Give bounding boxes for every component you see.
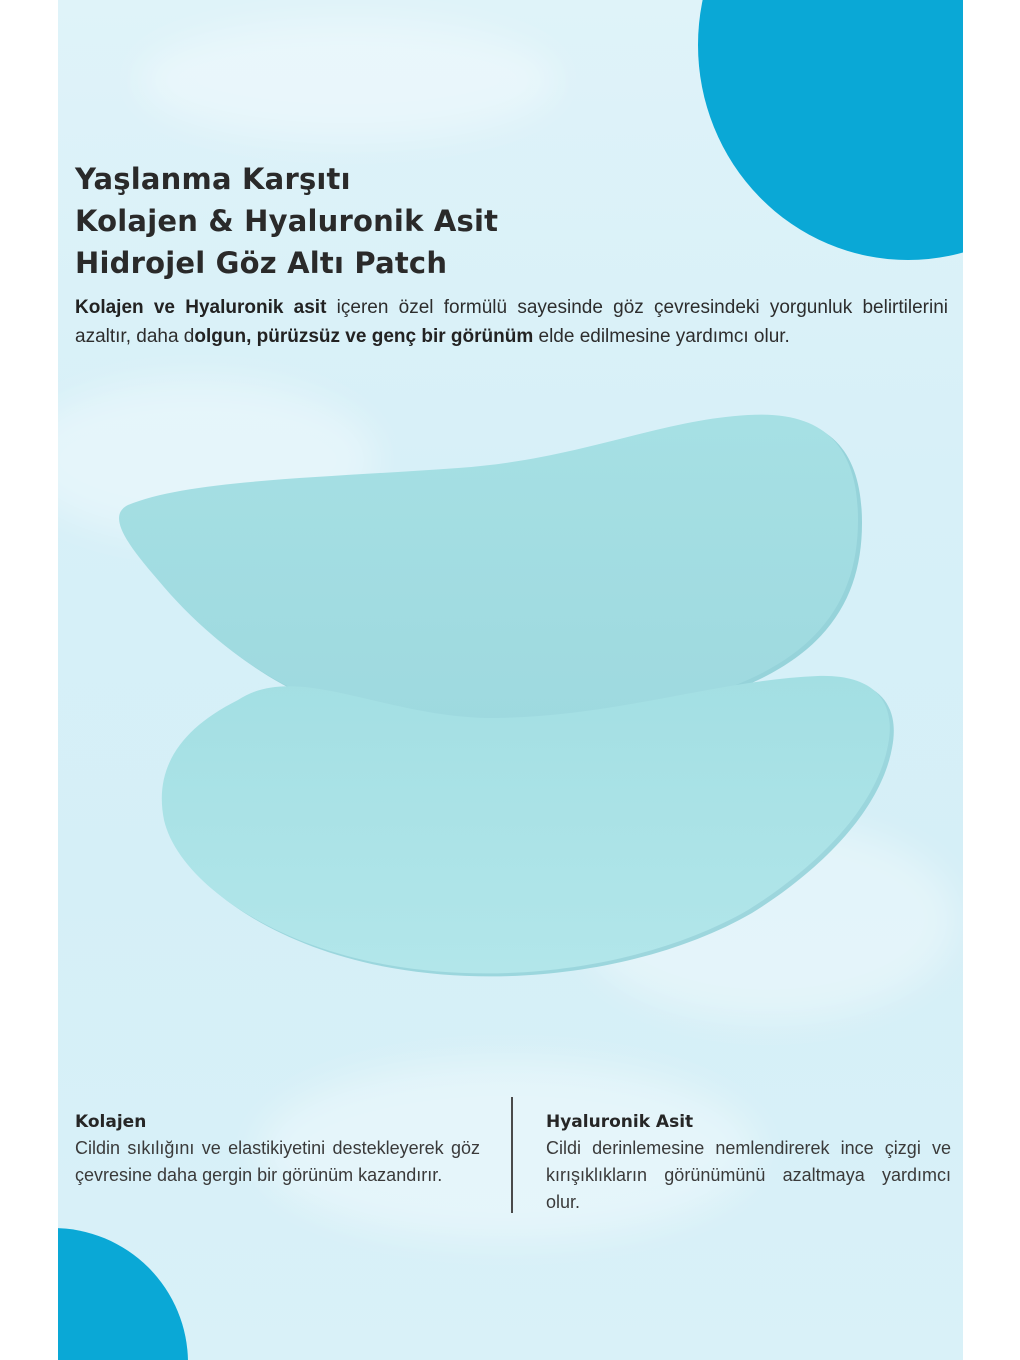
feature-heading: Kolajen bbox=[75, 1112, 147, 1132]
feature-text: Cildi derinlemesine nemlendirerek ince çizgi ve kırışıklıkların görünümünü azaltmaya yardımcı olur. bbox=[546, 1138, 951, 1212]
content-panel bbox=[58, 0, 963, 1360]
feature-collagen bbox=[75, 1111, 480, 1189]
eye-patch-bottom bbox=[162, 676, 894, 977]
intro-bold-benefits: olgun, pürüzsüz ve genç bir görünüm bbox=[194, 326, 534, 347]
intro-bold-ingredients: Kolajen ve Hyaluronik asit bbox=[75, 297, 327, 318]
intro-text-1: içeren özel formülü sayesinde göz çevresindeki yorgunluk belirtilerini azaltır, daha d bbox=[75, 297, 948, 347]
feature-text: Cildin sıkılığını ve elastikiyetini destekleyerek göz çevresine daha gergin bir görünüm kazandırır. bbox=[75, 1138, 480, 1185]
title-line-1: Yaşlanma Karşıtı bbox=[75, 162, 351, 196]
feature-heading: Hyaluronik Asit bbox=[546, 1112, 694, 1132]
column-divider bbox=[511, 1097, 513, 1213]
title-line-2: Kolajen & Hyaluronik Asit bbox=[75, 204, 499, 238]
title-line-3: Hidrojel Göz Altı Patch bbox=[75, 246, 448, 280]
intro-text-2: elde edilmesine yardımcı olur. bbox=[533, 326, 790, 347]
feature-hyaluronic-acid bbox=[546, 1111, 951, 1216]
